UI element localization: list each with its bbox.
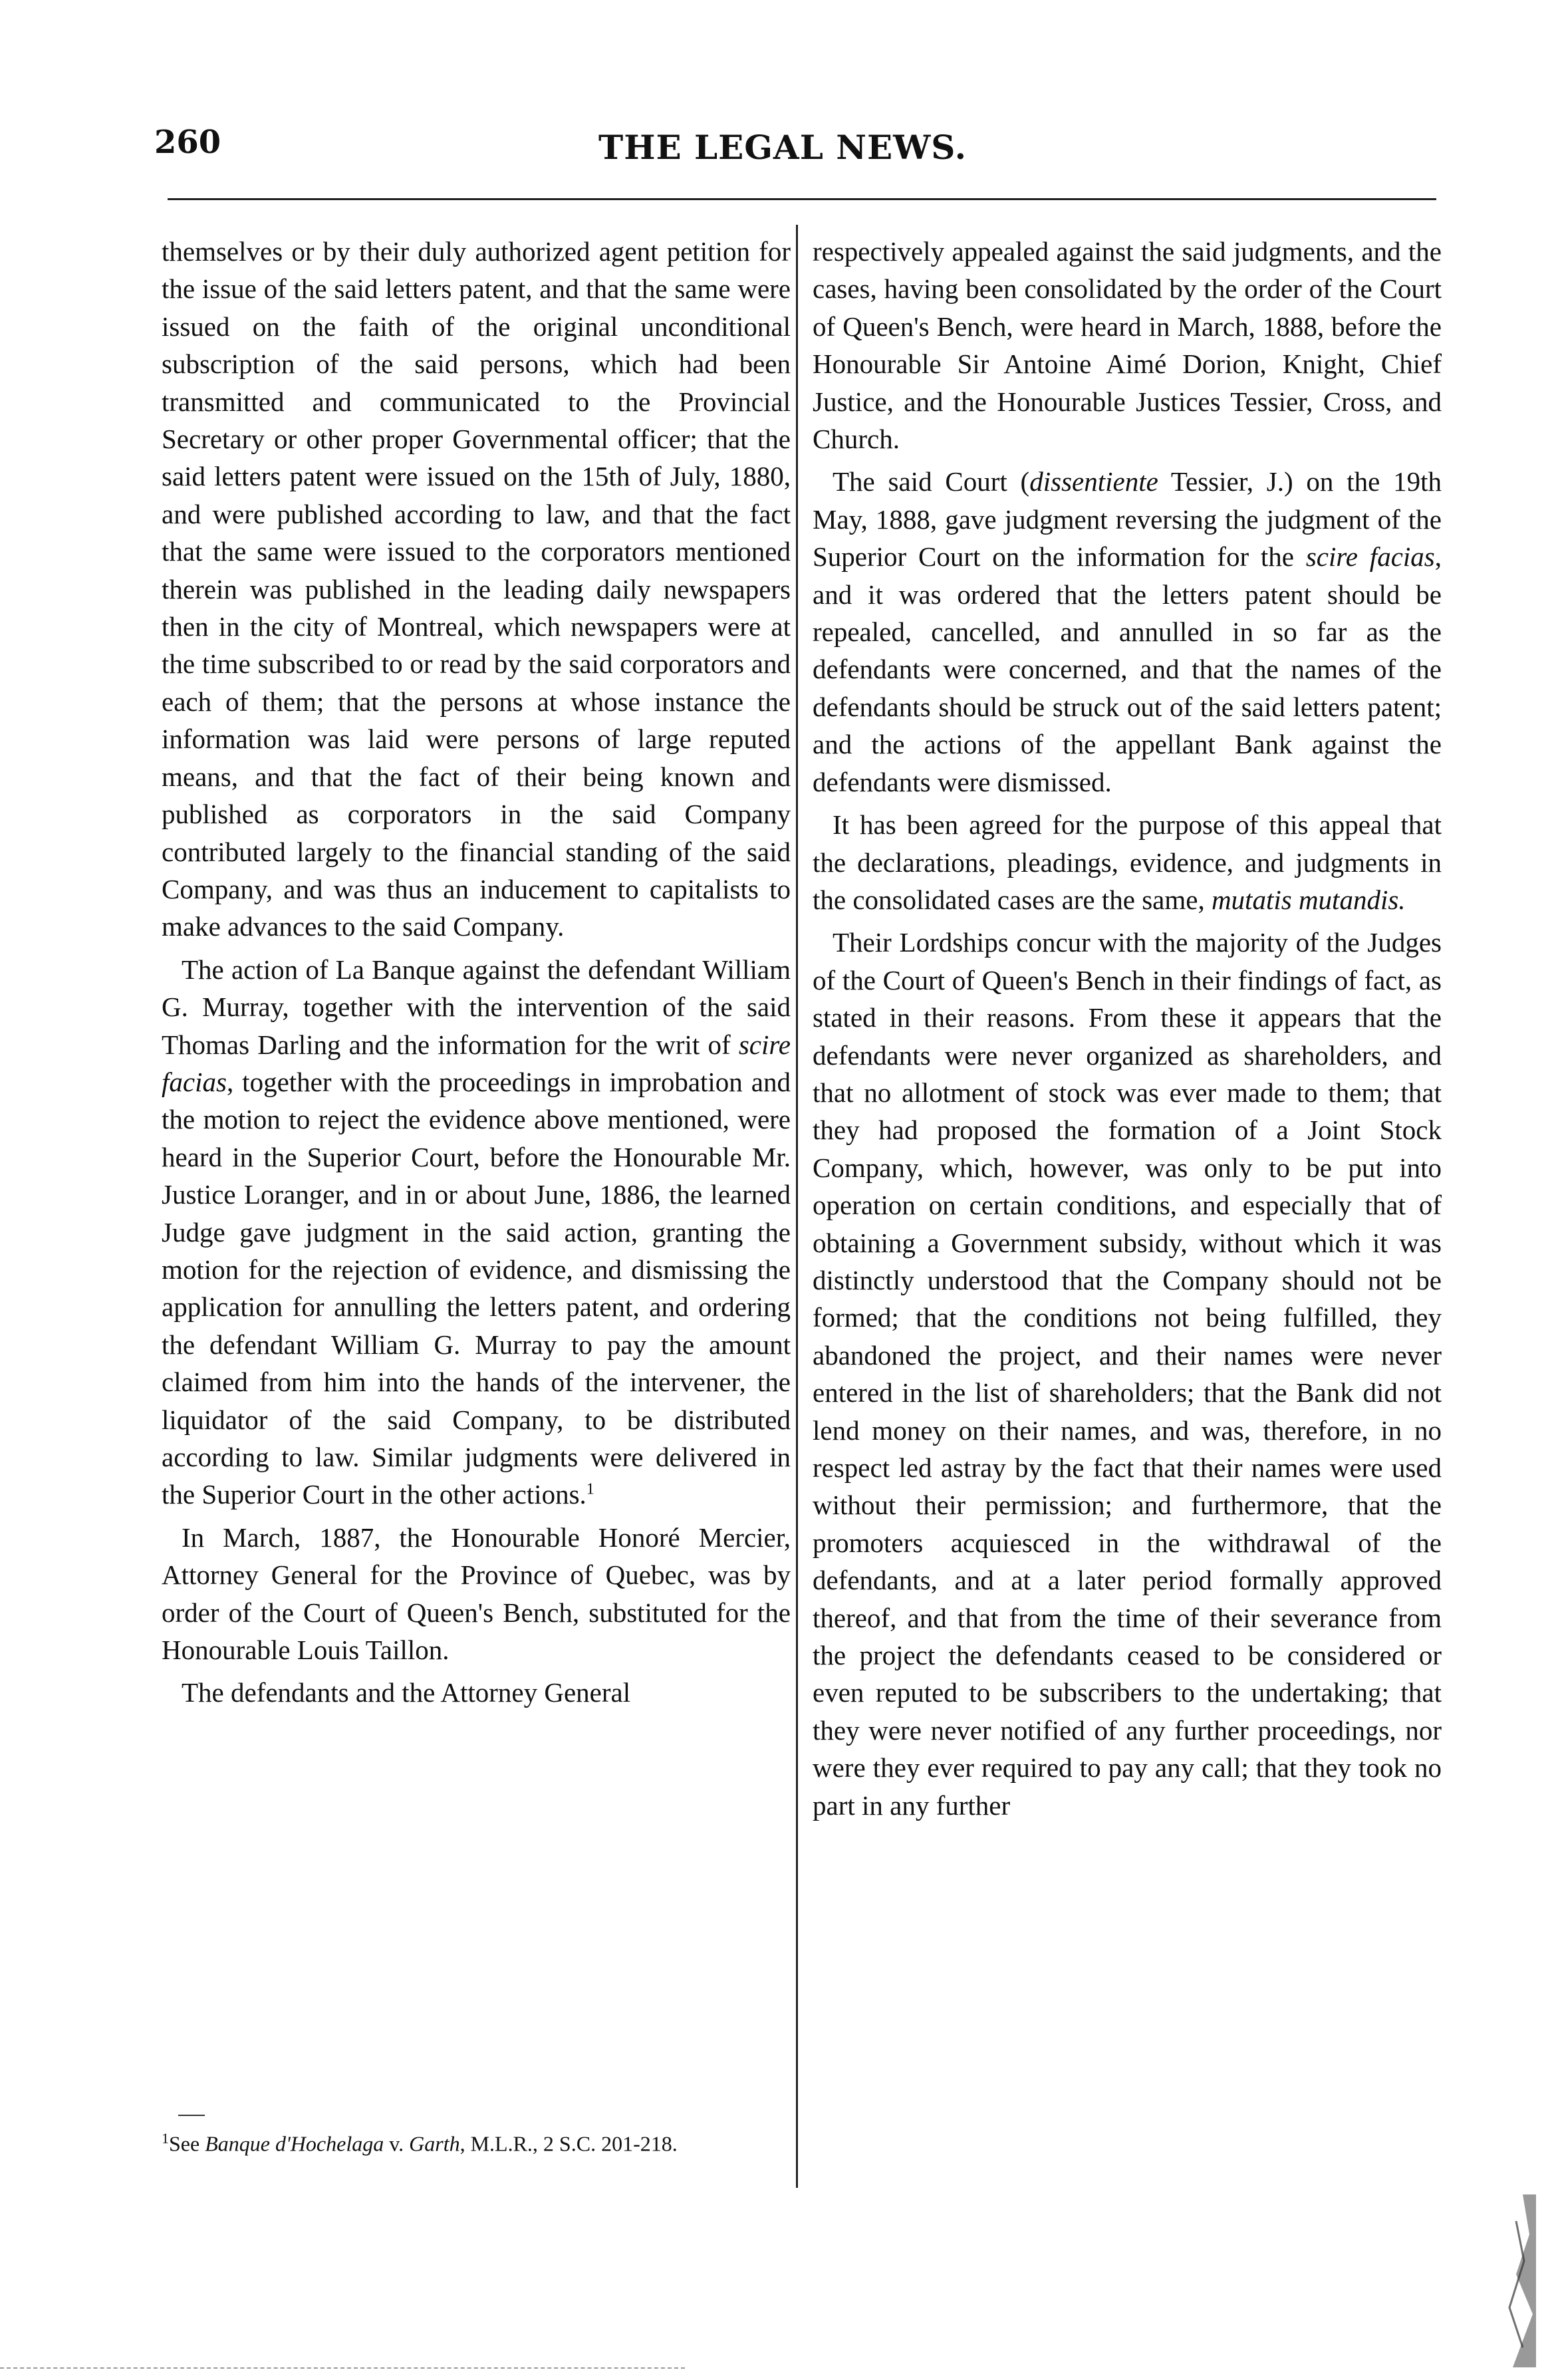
scan-edge-artifact <box>1450 2194 1536 2367</box>
text-run: It has been agreed for the purpose of this appeal that the declarations, pleadings, evidence, and judgments in the consolidated cases are the same, <box>813 809 1442 915</box>
right-column <box>813 233 1442 1824</box>
running-head: THE LEGAL NEWS. <box>598 128 967 167</box>
paragraph: Their Lordships concur with the majority of the Judges of the Court of Queen's Bench in their findings of fact, as stated in their reasons. From these it appears that the defendants were never organized as shareholders, and that no allotment of stock was ever made to them; that they had proposed the formation of a Joint Stock Company, which, however, was only to be put into operation on certain conditions, and especially that of obtaining a Government subsidy, without which it was distinctly understood that the Company should not be formed; that the conditions not being fulfilled, they abandoned the project, and their names were never entered in the list of shareholders; that the Bank did not lend money on their names, and was, therefore, in no respect led astray by the fact that their names were used without their permission; and furthermore, that the promoters acquiesced in the withdrawal of the defendants, and at a later period formally approved thereof, and that from the time of their severance from the project the defendants ceased to be considered or even reputed to be subscribers to the undertaking; that they were never notified of any further proceedings, nor were they ever required to pay any call; that they took no part in any further <box>813 927 1442 1821</box>
text-run: v. <box>384 2131 410 2156</box>
header-rule <box>168 198 1436 200</box>
paragraph <box>813 806 1442 918</box>
italic-term: dissentiente <box>1029 466 1158 497</box>
footnote-mark: 1 <box>162 2130 169 2147</box>
text-run: , together with the proceedings in improbation and the motion to reject the evidence above mentioned, were heard in the Superior Court, before the Honourable Mr. Justice Loranger, and in or about June, 1886, the learned Judge gave judgment in the said action, granting the motion for the rejection of evidence, and dismissing the application for annulling the letters patent, and ordering the defendant William G. Murray to pay the amount claimed from him into the hands of the intervener, the liquidator of the said Company, to be distributed according to law. Similar judgments were delivered in the Superior Court in the other actions. <box>162 1066 791 1510</box>
citation: , M.L.R., 2 S.C. 201-218. <box>459 2131 678 2156</box>
italic-term: scire facias <box>1305 541 1435 573</box>
text-run: , and it was ordered that the letters patent should be repealed, cancelled, and annulled in so far as the defendants were concerned, and that the names of the defendants should be struck out of the said letters patent; and the actions of the appellant Bank against the defendants were dismissed. <box>813 541 1442 797</box>
column-divider <box>796 225 798 2188</box>
paragraph: The defendants and the Attorney General <box>182 1677 631 1708</box>
text-run: Tessier, J.) on the 19th May, 1888, gave judgment reversing the judgment of the Superior Court on the information for the <box>813 466 1442 573</box>
text-run: The action of La Banque against the defendant William G. Murray, together with the intervention of the said Thomas Darling and the information for the writ of <box>162 954 791 1060</box>
page-number: 260 <box>154 124 221 161</box>
paragraph <box>162 951 791 1514</box>
text-run: See <box>169 2131 205 2156</box>
footnote <box>162 2125 791 2158</box>
paragraph <box>813 463 1442 801</box>
scan-edge-line <box>0 2367 685 2369</box>
paragraph: respectively appealed against the said judgments, and the cases, having been consolidated by the order of the Court of Queen's Bench, were heard in March, 1888, before the Honourable Sir Antoine Aimé Dorion, Knight, Chief Justice, and the Honourable Justices Tessier, Cross, and Church. <box>813 236 1442 455</box>
paragraph: In March, 1887, the Honourable Honoré Mercier, Attorney General for the Province of Quebec, was by order of the Court of Queen's Bench, substituted for the Honourable Louis Taillon. <box>162 1521 791 1666</box>
text-run: The said Court ( <box>833 466 1030 497</box>
italic-term: mutatis mutandis. <box>1211 884 1406 915</box>
footnote-reference: 1 <box>586 1480 594 1498</box>
paragraph: themselves or by their duly authorized agent petition for the issue of the said letters patent, and that the same were issued on the faith of the original unconditional subscription of the said persons, which had been transmitted and communicated to the Provincial Secretary or other proper Governmental officer; that the said letters patent were issued on the 15th of July, 1880, and were published according to law, and that the fact that the same were issued to the corporators mentioned therein was published in the leading daily newspapers then in the city of Montreal, which newspapers were at the time subscribed to or read by the said corporators and each of them; that the persons at whose instance the information was laid were persons of large reputed means, and that the fact of their being known and published as corporators in the said Company contributed largely to the financial standing of the said Company, and was thus an inducement to capitalists to make advances to the said Company. <box>162 236 791 942</box>
case-name: Banque d'Hochelaga <box>205 2131 384 2156</box>
case-name: Garth <box>409 2131 460 2156</box>
italic-term: scire facias <box>162 1029 791 1097</box>
left-column <box>162 233 791 1712</box>
footnote-rule <box>178 2115 205 2116</box>
